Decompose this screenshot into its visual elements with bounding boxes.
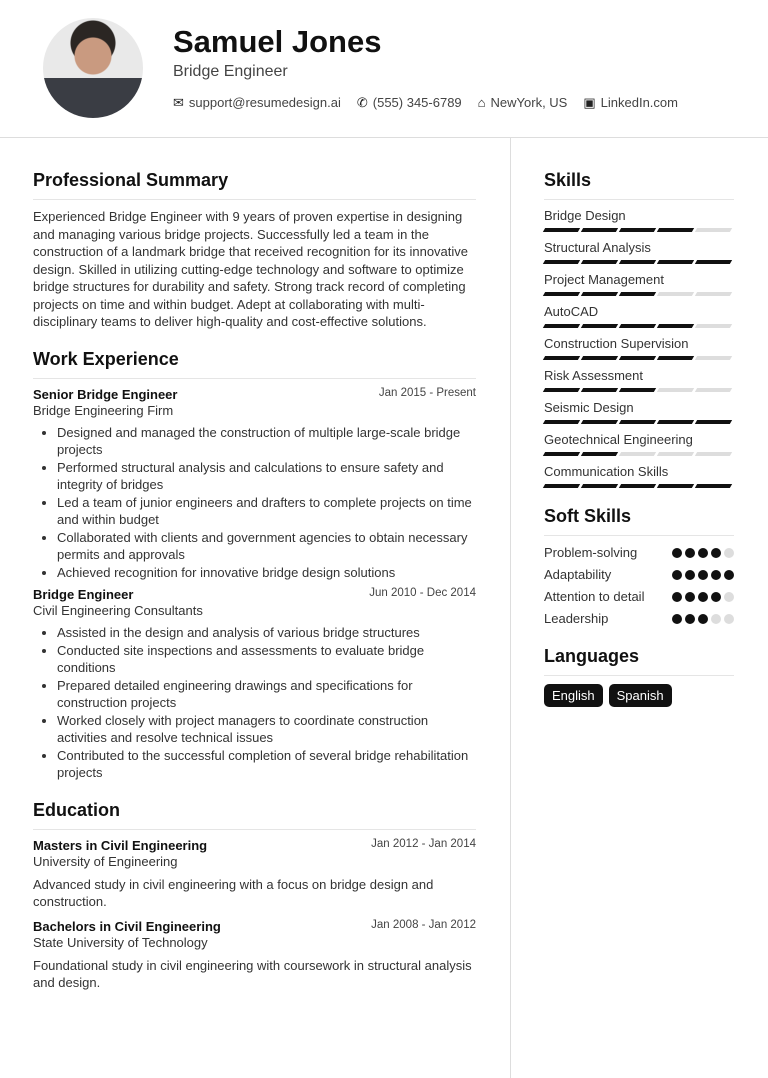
skill-level-bar	[544, 484, 734, 488]
level-segment	[543, 356, 580, 360]
main-column	[33, 170, 476, 1010]
level-segment	[695, 260, 732, 264]
summary-section	[33, 170, 476, 331]
skill-level-bar	[544, 420, 734, 424]
level-segment	[581, 228, 618, 232]
bullet-item: • Performed structural analysis and calculations to ensure safety and integrity of bridges	[57, 459, 476, 494]
skill-name: Construction Supervision	[544, 336, 689, 351]
level-segment	[657, 420, 694, 424]
level-segment	[695, 388, 732, 392]
skill-name: AutoCAD	[544, 304, 599, 319]
linkedin-icon: ▣	[583, 95, 596, 110]
skill-item	[544, 464, 734, 488]
contact-location	[478, 95, 568, 111]
rating-dot	[685, 614, 695, 624]
contact-email[interactable]	[173, 95, 341, 111]
rating-dot	[711, 570, 721, 580]
soft-skill-name: Problem-solving	[544, 545, 638, 560]
skill-level-bar	[544, 228, 734, 232]
skill-level-bar	[544, 452, 734, 456]
linkedin-text: LinkedIn.com	[600, 95, 678, 110]
soft-skill-rating	[672, 566, 734, 584]
section-heading: Education	[33, 800, 476, 830]
level-segment	[657, 260, 694, 264]
soft-skill-rating	[672, 610, 734, 628]
soft-skill-rating	[672, 544, 734, 562]
education-section	[33, 800, 476, 992]
rating-dot	[672, 570, 682, 580]
rating-dot	[724, 570, 734, 580]
location-text: NewYork, US	[490, 95, 568, 110]
home-icon: ⌂	[477, 95, 486, 110]
level-segment	[695, 356, 732, 360]
soft-skills-section	[544, 506, 734, 628]
level-segment	[657, 388, 694, 392]
education-header	[33, 919, 476, 934]
level-segment	[581, 388, 618, 392]
rating-dot	[685, 570, 695, 580]
level-segment	[695, 452, 732, 456]
soft-skill-name: Leadership	[544, 611, 609, 626]
skill-name: Risk Assessment	[544, 368, 643, 383]
bullet-item: • Contributed to the successful completion of several bridge rehabilitation projects	[57, 747, 476, 782]
level-segment	[657, 356, 694, 360]
rating-dot	[672, 614, 682, 624]
skill-item	[544, 368, 734, 392]
job-bullets	[33, 624, 476, 782]
level-segment	[695, 228, 732, 232]
phone-icon: ✆	[356, 95, 368, 110]
degree: Bachelors in Civil Engineering	[33, 918, 221, 934]
level-segment	[657, 324, 694, 328]
skill-level-bar	[544, 388, 734, 392]
level-segment	[581, 484, 618, 488]
rating-dot	[711, 592, 721, 602]
level-segment	[657, 292, 694, 296]
skills-section	[544, 170, 734, 488]
skill-name: Bridge Design	[544, 208, 626, 223]
job-bullets	[33, 424, 476, 582]
skill-name: Seismic Design	[544, 400, 634, 415]
rating-dot	[698, 548, 708, 558]
section-heading: Languages	[544, 646, 734, 676]
level-segment	[581, 452, 618, 456]
skill-item	[544, 208, 734, 232]
level-segment	[657, 228, 694, 232]
job-header	[33, 387, 476, 402]
level-segment	[543, 484, 580, 488]
section-heading: Skills	[544, 170, 734, 200]
skill-level-bar	[544, 324, 734, 328]
level-segment	[581, 292, 618, 296]
level-segment	[581, 324, 618, 328]
section-heading: Soft Skills	[544, 506, 734, 536]
skill-item	[544, 432, 734, 456]
skill-item	[544, 304, 734, 328]
phone-text: (555) 345-6789	[372, 95, 462, 110]
rating-dot	[685, 548, 695, 558]
skill-level-bar	[544, 260, 734, 264]
skill-level-bar	[544, 292, 734, 296]
level-segment	[543, 452, 580, 456]
level-segment	[581, 260, 618, 264]
school-name: University of Engineering	[33, 853, 178, 869]
level-segment	[619, 388, 656, 392]
level-segment	[619, 484, 656, 488]
level-segment	[543, 324, 580, 328]
summary-text: Experienced Bridge Engineer with 9 years of proven expertise in designing and managing various bridge projects. Successfully led a team in the construction of a landmark bridge that received recognition for its innovative design. Skilled in utilizing cutting-edge technology and software to optimize bridge structures for durability and safety. Strong track record of completing projects on time and within budget. Adept at collaborating with multi-disciplinary teams to deliver high-quality and cost-effective solutions.	[33, 209, 469, 329]
soft-skill-item	[544, 610, 734, 628]
bullet-item: • Assisted in the design and analysis of various bridge structures	[57, 624, 476, 642]
job-header	[33, 587, 476, 602]
education-dates: Jan 2008 - Jan 2012	[371, 918, 476, 931]
level-segment	[695, 324, 732, 328]
level-segment	[695, 420, 732, 424]
envelope-icon: ✉	[173, 95, 184, 110]
job-title: Senior Bridge Engineer	[33, 386, 178, 402]
education-dates: Jan 2012 - Jan 2014	[371, 837, 476, 850]
rating-dot	[724, 592, 734, 602]
education-description: Foundational study in civil engineering with coursework in structural analysis and design.	[33, 957, 472, 990]
rating-dot	[698, 592, 708, 602]
level-segment	[619, 324, 656, 328]
skill-name: Communication Skills	[544, 464, 669, 479]
skill-name: Geotechnical Engineering	[544, 432, 693, 447]
bullet-item: • Prepared detailed engineering drawings and specifications for construction projects	[57, 677, 476, 712]
bullet-item: • Led a team of junior engineers and drafters to complete projects on time and within budget	[57, 494, 476, 529]
experience-section	[33, 349, 476, 782]
skill-item	[544, 400, 734, 424]
soft-skill-rating	[672, 588, 734, 606]
languages-section	[544, 646, 734, 707]
job-title: Bridge Engineer	[33, 587, 134, 602]
rating-dot	[711, 548, 721, 558]
sidebar-column	[544, 170, 734, 725]
rating-dot	[724, 614, 734, 624]
contact-linkedin[interactable]	[583, 95, 678, 111]
skill-item	[544, 336, 734, 360]
job-dates: Jun 2010 - Dec 2014	[369, 587, 476, 599]
soft-skill-name: Adaptability	[544, 567, 612, 582]
soft-skill-item	[544, 544, 734, 562]
candidate-name: Samuel Jones	[173, 24, 382, 59]
candidate-title: Bridge Engineer	[173, 63, 288, 80]
column-divider	[510, 138, 511, 1078]
level-segment	[619, 420, 656, 424]
skill-item	[544, 272, 734, 296]
bullet-item: • Conducted site inspections and assessments to evaluate bridge conditions	[57, 642, 476, 677]
company-name: Bridge Engineering Firm	[33, 402, 174, 418]
level-segment	[543, 260, 580, 264]
job-dates: Jan 2015 - Present	[378, 386, 476, 399]
level-segment	[543, 292, 580, 296]
skill-level-bar	[544, 356, 734, 360]
contact-info	[173, 95, 678, 111]
profile-photo	[43, 18, 143, 118]
level-segment	[581, 420, 618, 424]
rating-dot	[711, 614, 721, 624]
skill-item	[544, 240, 734, 264]
skill-name: Structural Analysis	[544, 240, 651, 255]
rating-dot	[685, 592, 695, 602]
soft-skill-name: Attention to detail	[544, 589, 645, 604]
level-segment	[543, 420, 580, 424]
level-segment	[619, 292, 656, 296]
level-segment	[695, 292, 732, 296]
rating-dot	[698, 570, 708, 580]
level-segment	[619, 228, 656, 232]
level-segment	[619, 260, 656, 264]
level-segment	[581, 356, 618, 360]
level-segment	[543, 228, 580, 232]
level-segment	[619, 452, 656, 456]
education-header	[33, 838, 476, 853]
contact-phone[interactable]	[357, 95, 462, 111]
school-name: State University of Technology	[33, 934, 208, 950]
section-heading: Work Experience	[33, 349, 476, 379]
bullet-item: • Worked closely with project managers to coordinate construction activities and resolve technical issues	[57, 712, 476, 747]
level-segment	[695, 484, 732, 488]
bullet-item: • Collaborated with clients and government agencies to obtain necessary permits and approvals	[57, 529, 476, 564]
level-segment	[657, 484, 694, 488]
level-segment	[657, 452, 694, 456]
company-name: Civil Engineering Consultants	[33, 603, 203, 618]
level-segment	[543, 388, 580, 392]
rating-dot	[672, 592, 682, 602]
soft-skill-item	[544, 566, 734, 584]
soft-skill-item	[544, 588, 734, 606]
rating-dot	[698, 614, 708, 624]
rating-dot	[724, 548, 734, 558]
language-tag: Spanish	[609, 684, 672, 707]
education-description: Advanced study in civil engineering with a focus on bridge design and construction.	[33, 876, 434, 909]
bullet-item: • Designed and managed the construction of multiple large-scale bridge projects	[57, 424, 476, 459]
resume-header	[0, 0, 768, 138]
bullet-item: • Achieved recognition for innovative bridge design solutions	[57, 564, 476, 582]
skill-name: Project Management	[544, 272, 664, 287]
level-segment	[619, 356, 656, 360]
section-heading: Professional Summary	[33, 170, 476, 200]
language-tag: English	[544, 684, 603, 707]
rating-dot	[672, 548, 682, 558]
degree: Masters in Civil Engineering	[33, 837, 208, 853]
email-text: support@resumedesign.ai	[188, 95, 341, 110]
